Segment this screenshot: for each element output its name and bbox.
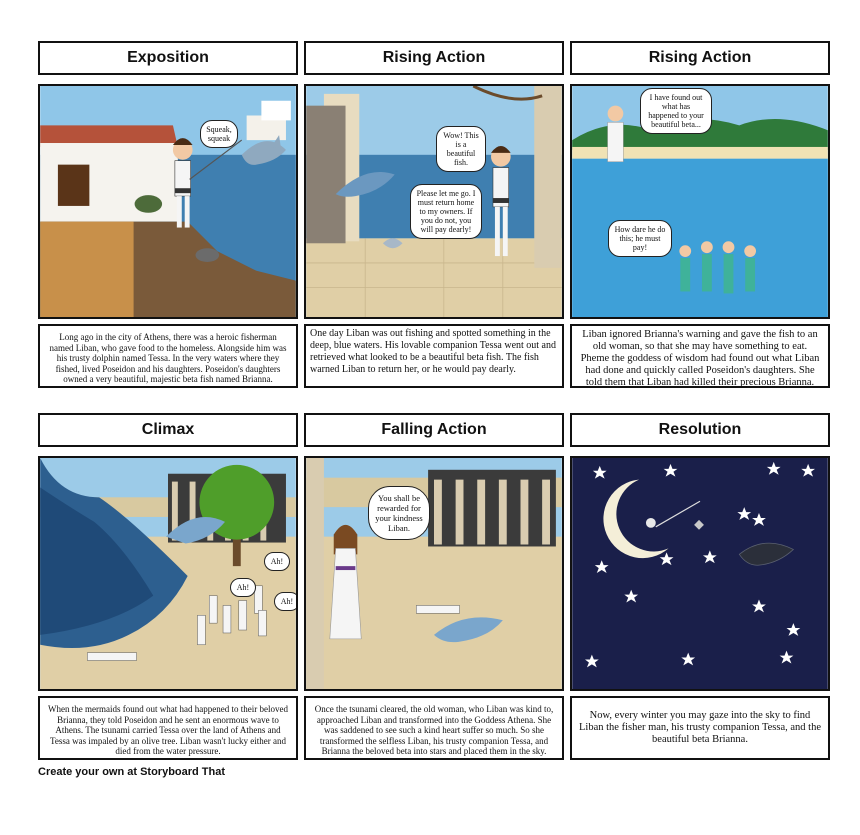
panel-3-caption: Liban ignored Brianna's warning and gave the fish to an old woman, so that she may have something to eat. Pheme the goddess of wisdom had found out what Liban had done and quickly called Poseidon's daughters. She told them that Liban had killed their precious Brianna. [570,324,830,388]
stone-floor [306,238,562,317]
panel-6-scene [570,456,830,691]
panel-2-title: Rising Action [304,41,564,75]
panel-1-caption: Long ago in the city of Athens, there was a heroic fisherman named Liban, who gave food to the homeless. Alongside him was his trusty dolphin named Tessa. In the very waters where they fished, lived Poseidon and his daughters. Poseidon's daughters owned a very beautiful, majestic beta fish named Brianna. [38,324,298,388]
panel-4-bubble-1: Ah! [264,552,290,571]
panel-1-title: Exposition [38,41,298,75]
panel-1-bubble-1: Squeak, squeak [200,120,238,148]
panel-5-title: Falling Action [304,413,564,447]
athena-goddess [330,525,361,639]
panel-2-caption: One day Liban was out fishing and spotted something in the deep, blue waters. His lovable companion Tessa went out and retrieved what looked to be a beautiful beta fish. The fish warned Liban to return her, or he would pay dearly. [304,324,564,388]
panel-2-bubble-2: Please let me go. I must return home to my owners. If you do not, you will pay dearly! [410,184,482,239]
panel-3-bubble-1: I have found out what has happened to your beautiful beta... [640,88,712,134]
panel-4-bubble-3: Ah! [274,592,298,611]
pheme-goddess [608,106,624,162]
panel-3-scene [570,84,830,319]
panel-4-scene [38,456,298,691]
panel-4-title: Climax [38,413,298,447]
panel-4-caption: When the mermaids found out what had happened to their beloved Brianna, they told Poseidon and he sent an enormous wave to Athens. The tsunami carried Tessa over the land of Athens and Tessa was impaled by an olive tree. Liban wasn't lucky either and died from the water pressure. [38,696,298,760]
panel-3-bubble-2: How dare he do this; he must pay! [608,220,672,257]
storyboard-that-footer[interactable]: Create your own at Storyboard That [38,766,226,778]
panel-3-title: Rising Action [570,41,830,75]
panel-6-title: Resolution [570,413,830,447]
panel-5-caption: Once the tsunami cleared, the old woman, who Liban was kind to, approached Liban and transformed into the Goddess Athena. She was saddened to see such a kind heart suffer so much. So she transformed the selfless Liban, his trusty companion Tessa, and Brianna the beloved beta into stars and placed them in the sky. [304,696,564,760]
falling-action-illustration [306,458,562,689]
liban-fallen [416,605,459,613]
panel-5-bubble-1: You shall be rewarded for your kindness Liban. [368,486,430,540]
panel-4-bubble-2: Ah! [230,578,256,597]
exposition-illustration [40,86,296,317]
column [534,86,562,268]
panel-6-caption: Now, every winter you may gaze into the sky to find Liban the fisher man, his trusty companion Tessa, and the beautiful beta Brianna. [570,696,830,760]
panel-2-scene [304,84,564,319]
liban-fallen [87,653,136,661]
panel-2-bubble-1: Wow! This is a beautiful fish. [436,126,486,172]
panel-1-scene [38,84,298,319]
climax-illustration [40,458,296,689]
house-door [58,165,89,206]
panel-5-scene [304,456,564,691]
liban-on-moon [646,518,656,528]
temple [428,470,556,547]
resolution-illustration [572,458,828,689]
